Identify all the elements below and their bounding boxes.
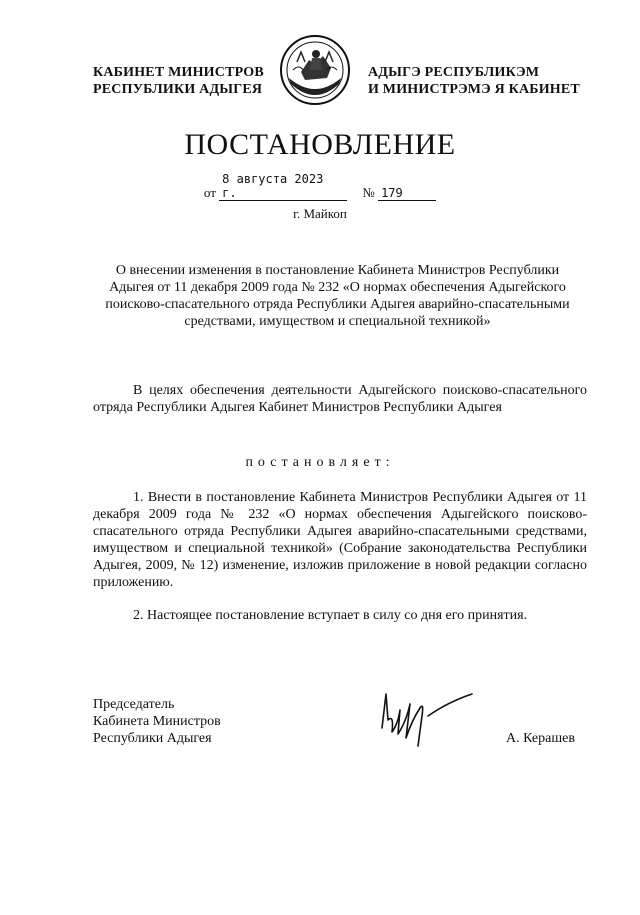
org-name-adyghe: [368, 64, 580, 98]
handwritten-signature-icon: [370, 680, 480, 750]
date-prefix: от: [203, 185, 216, 200]
signer-name: А. Керашев: [506, 731, 575, 746]
org-name-russian: [93, 64, 264, 98]
city: г. Майкоп: [293, 206, 347, 221]
signer-position-line: Кабинета Министров: [93, 714, 221, 729]
signer-position: [93, 696, 221, 747]
org-name-line: КАБИНЕТ МИНИСТРОВ: [93, 65, 264, 80]
document-meta: [0, 172, 640, 201]
resolution-item-2: 2. Настоящее постановление вступает в силу со дня его принятия.: [133, 608, 528, 623]
signer-position-line: Председатель: [93, 697, 175, 712]
org-name-line: АДЫГЭ РЕСПУБЛИКЭМ: [368, 65, 540, 80]
document-subject: О внесении изменения в постановление Кабинета Министров Республики Адыгея от 11 декабря 2009 года № 232 «О нормах обеспечения Адыгейского поисково-спасательного отряда Республики Адыгея аварийно-спасательными средствами, имуществом и специальной техникой»: [105, 263, 570, 329]
number-prefix: №: [362, 185, 375, 200]
date-field: 8 августа 2023 г.: [219, 172, 347, 201]
org-name-line: РЕСПУБЛИКИ АДЫГЕЯ: [93, 82, 263, 97]
preamble-paragraph: В целях обеспечения деятельности Адыгейского поисково-спасательного отряда Республики Адыгея Кабинет Министров Республики Адыгея: [93, 383, 587, 415]
number-field: 179: [378, 186, 436, 201]
coat-of-arms-icon: [279, 34, 351, 106]
resolves-heading: постановляет:: [245, 455, 395, 470]
document-title: ПОСТАНОВЛЕНИЕ: [184, 128, 456, 161]
resolution-item-1: 1. Внести в постановление Кабинета Министров Республики Адыгея от 11 декабря 2009 года № 232 «О нормах обеспечения Адыгейского поисково-спасательного отряда Республики Адыгея аварийно-спасательными средствами, имуществом и специальной техникой» (Собрание законодательства Республики Адыгея, 2009, № 12) изменение, изложив приложение в новой редакции согласно приложению.: [93, 490, 587, 590]
org-name-line: И МИНИСТРЭМЭ Я КАБИНЕТ: [368, 82, 580, 97]
signer-position-line: Республики Адыгея: [93, 731, 212, 746]
